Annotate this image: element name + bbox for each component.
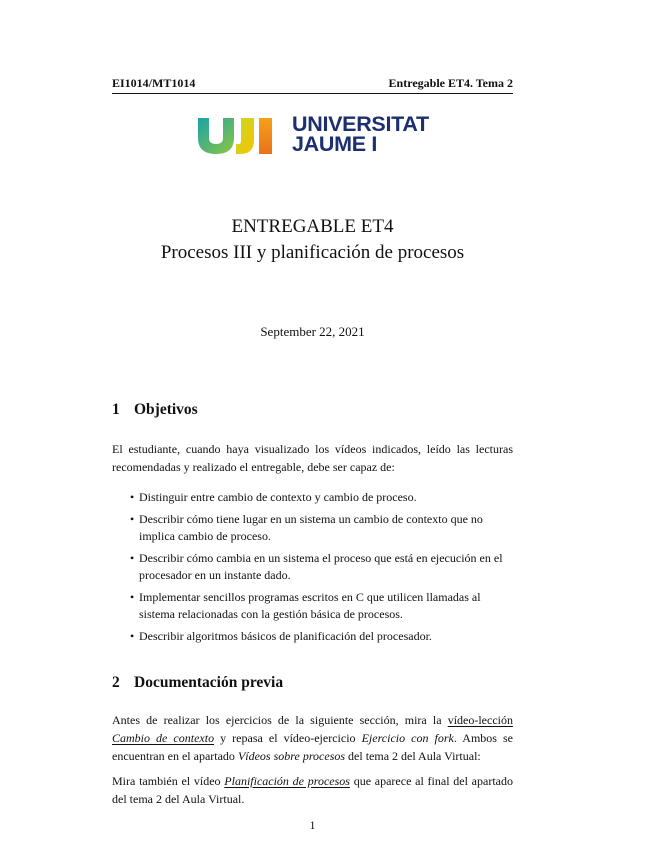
- bullet-icon: •: [130, 590, 135, 604]
- bullet-icon: •: [130, 629, 135, 643]
- section-reference: Vídeos sobre procesos: [237, 749, 346, 763]
- objectives-list: [112, 489, 513, 650]
- list-item: • Describir cómo tiene lugar en un sistema un cambio de contexto que no implica cambio de proceso.: [130, 512, 483, 543]
- title-line2: Procesos III y planificación de procesos: [160, 242, 465, 263]
- page-number: 1: [309, 818, 316, 832]
- section-heading-objetivos: [112, 401, 198, 419]
- documentation-paragraph-1: Antes de realizar los ejercicios de la siguiente sección, mira la vídeo-lección Cambio de contexto y repasa el vídeo-ejercicio Ejercicio con fork. Ambos se encuentran en el apartado Vídeos sobre procesos del tema 2 del Aula Virtual:: [112, 713, 513, 763]
- objectives-intro: [112, 440, 513, 483]
- university-name: [292, 114, 429, 154]
- section-number: 1: [112, 401, 120, 418]
- university-name-line2: JAUME I: [292, 132, 378, 156]
- scheduling-video-link[interactable]: Planificación de procesos: [224, 774, 350, 788]
- university-name-line1: UNIVERSITAT: [292, 112, 429, 136]
- documentation-body: [112, 711, 513, 815]
- intro-text: El estudiante, cuando haya visualizado los vídeos indicados, leído las lecturas recomendadas y realizado el entregable, debe ser capaz de:: [112, 442, 513, 474]
- list-item: • Describir algoritmos básicos de planificación del procesador.: [130, 629, 432, 643]
- documentation-paragraph-2: Mira también el vídeo Planificación de procesos que aparece al final del apartado del tema 2 del Aula Virtual.: [112, 774, 513, 806]
- university-logo: [196, 114, 436, 156]
- section-title: Objetivos: [134, 401, 198, 418]
- title-line1: ENTREGABLE ET4: [231, 216, 394, 237]
- list-item: • Implementar sencillos programas escritos en C que utilicen llamadas al sistema relacionadas con la gestión básica de procesos.: [130, 590, 481, 621]
- section-heading-documentacion: [112, 674, 283, 692]
- document-label: Entregable ET4. Tema 2: [388, 76, 513, 90]
- section-number: 2: [112, 674, 120, 691]
- header-rule: [112, 93, 513, 94]
- exercise-title: Ejercicio con fork: [361, 731, 454, 745]
- document-date: September 22, 2021: [260, 324, 365, 339]
- bullet-icon: •: [130, 490, 135, 504]
- video-lesson-link[interactable]: vídeo-lección Cambio de contexto: [112, 713, 513, 745]
- list-item: • Describir cómo cambia en un sistema el proceso que está en ejecución en el procesador en un instante dado.: [130, 551, 503, 582]
- list-item: • Distinguir entre cambio de contexto y cambio de proceso.: [130, 490, 417, 504]
- bullet-icon: •: [130, 551, 135, 565]
- course-code: EI1014/MT1014: [112, 76, 196, 90]
- document-title: [0, 214, 625, 266]
- bullet-icon: •: [130, 512, 135, 526]
- section-title: Documentación previa: [134, 674, 284, 691]
- uji-logo-mark: [196, 114, 286, 156]
